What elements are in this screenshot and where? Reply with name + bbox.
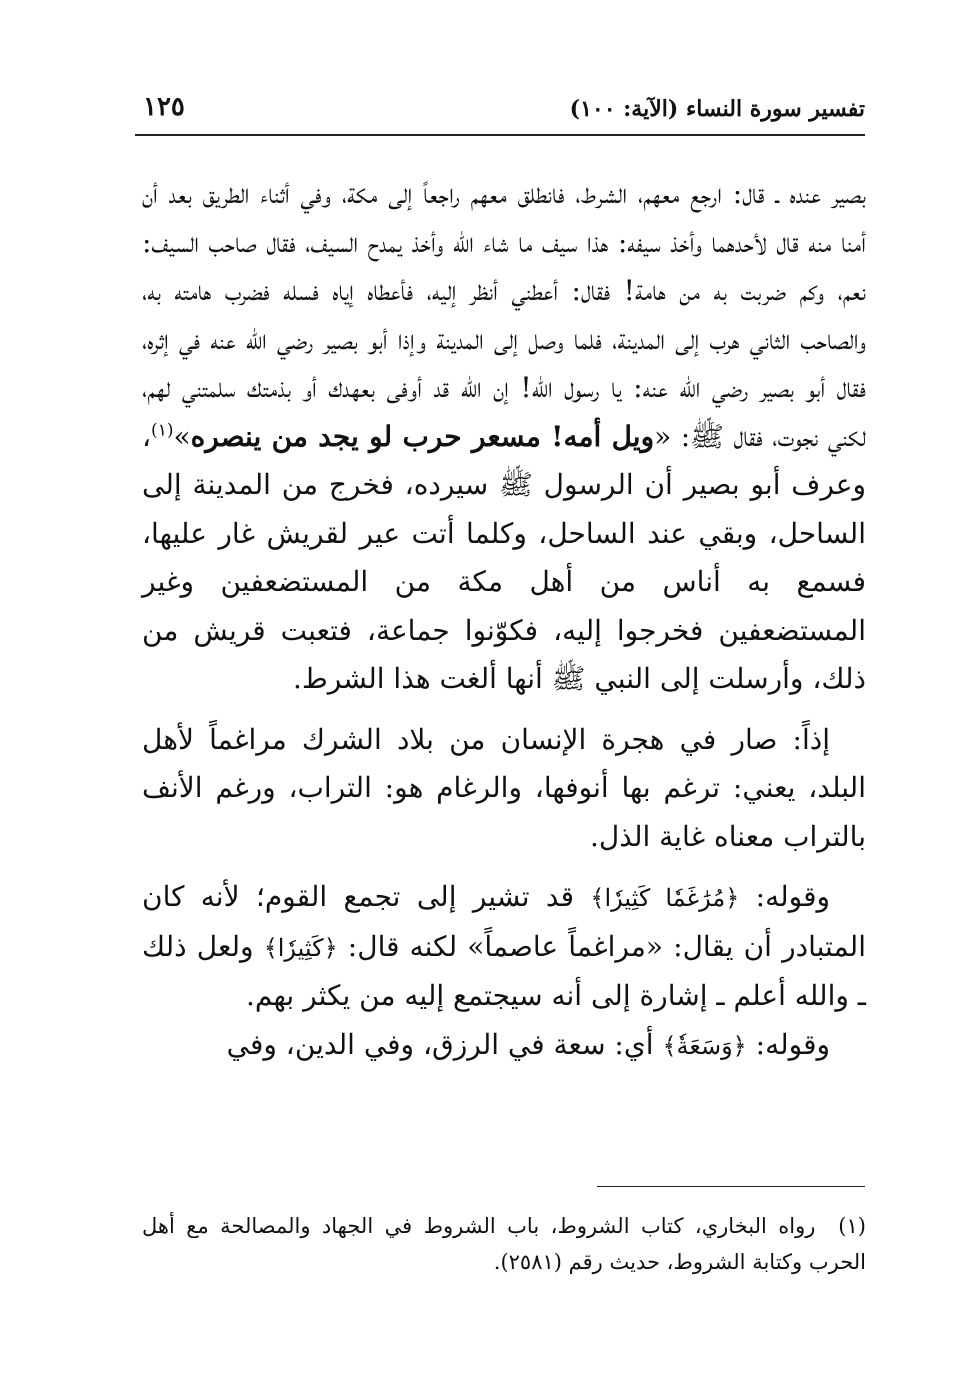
quran-quote-2: ﴿كَثِيرٗا﴾ [263,933,338,962]
paragraph-3-text-b: قد تشير إلى تجمع القوم؛ لأنه كان المتبادر أن يقال: «مراغماً عاصماً» لكنه قال: [142,880,866,963]
paragraph-1 [142,170,866,704]
paragraph-4-text-a: وقوله: [746,1027,830,1061]
paragraph-3-text-a: وقوله: [739,880,830,913]
paragraph-1-text-b: ، وعرف أبو بصير أن الرسول ﷺ سيرده، فخرج من المدينة إلى الساحل، وبقي عند الساحل، وكلما أتت عير لقريش غار عليها، فسمع به أناس من أهل مكة من المستضعفين وغير المستضعفين فخرجوا إليه، فكوّنوا جماعة، فتعبت قريش من ذلك، وأرسلت إلى النبي ﷺ أنها ألغت هذا الشرط. [142,419,866,695]
paragraph-4-text-b: أي: سعة في الرزق، وفي الدين، وفي [226,1027,663,1061]
paragraph-1-text-a: بصير عنده ـ قال: ارجع معهم، الشرط، فانطلق معهم راجعاً إلى مكة، وفي أثناء الطريق بعد أن أمنا منه قال لأحدهما وأخذ سيفه: هذا سيف ما شاء الله وأخذ يمدح السيف، فقال صاحب السيف: نعم، وكم ضربت به من هامة! فقال: أعطني أنظر إليه، فأعطاه إياه فسله فضرب هامته به، والصاحب الثاني هرب إلى المدينة، فلما وصل إلى المدينة وإذا أبو بصير رضي الله عنه في إثره، فقال أبو بصير رضي الله عنه: يا رسول الله! إن الله قد أوفى بعهدك أو بذمتك سلمتني لهم، لكني نجوت، فقال ﷺ: « [142,177,866,453]
quran-quote-1: ﴿مُرَٰغَمٗا كَثِيرٗا﴾ [590,884,740,912]
paragraph-3 [142,873,866,1021]
footnotes [142,1208,866,1280]
quran-quote-3: ﴿وَسَعَةٗ﴾ [662,1031,747,1060]
paragraph-2: إذاً: صار في هجرة الإنسان من بلاد الشرك مراغماً لأهل البلد، يعني: ترغم بها أنوفها، والرغام هو: التراب، ورغم الأنف بالتراب معناه غاية الذل. [142,722,866,853]
footnote-1 [142,1208,866,1280]
page-number: ١٢٥ [143,92,185,122]
hadith-quote: ويل أمه! مسعر حرب لو يجد من ينصره [190,419,655,453]
header-divider [135,134,865,136]
footnote-divider [597,1186,865,1187]
paragraph-4 [142,1021,866,1071]
hadith-close-quote: » [173,419,191,453]
paragraph-3-text-c: ولعل ذلك ـ والله أعلم ـ إشارة إلى أنه سيجتمع إليه من يكثر بهم. [142,929,866,1012]
page-header [135,92,865,128]
footnote-text: رواه البخاري، كتاب الشروط، باب الشروط في الجهاد والمصالحة مع أهل الحرب وكتابة الشروط، حديث رقم (٢٥٨١). [142,1214,866,1274]
running-head: تفسير سورة النساء (الآية: ١٠٠) [569,96,865,122]
footnote-marker: (١) [838,1214,866,1238]
main-text [142,170,866,1070]
footnote-ref[interactable]: (١) [151,420,174,441]
